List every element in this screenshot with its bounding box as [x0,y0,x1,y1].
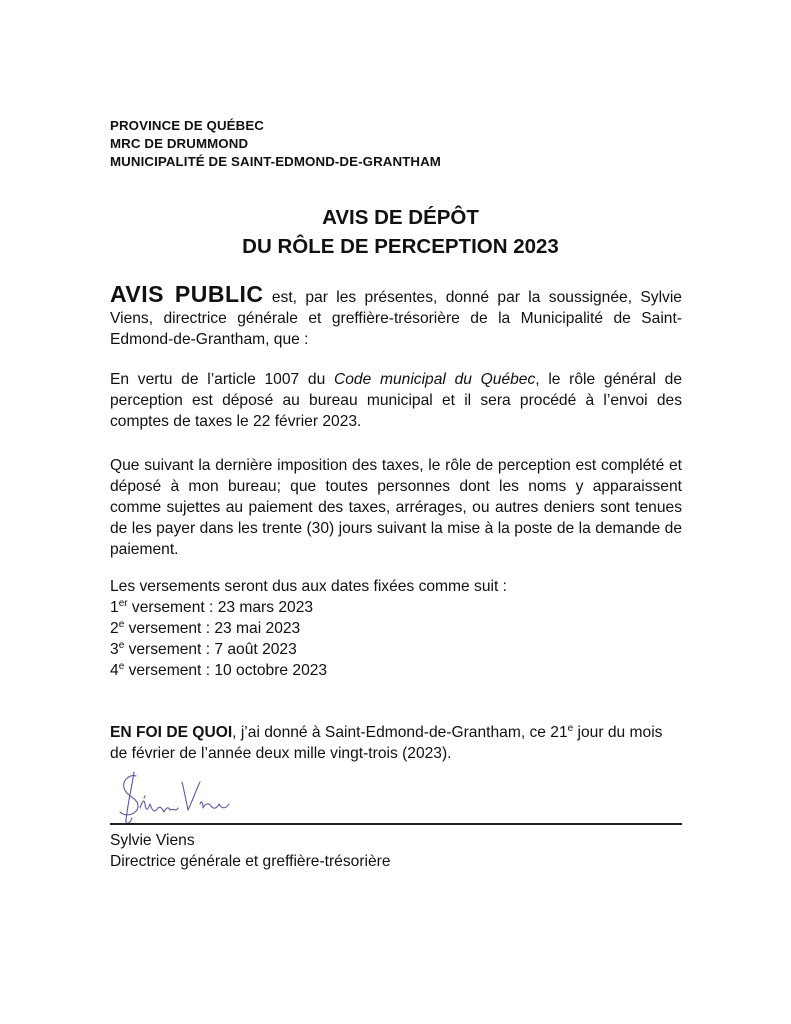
en-foi-de-quoi-label: EN FOI DE QUOI [110,724,233,741]
article-text-after: , le rôle général de perception est déposé au bureau municipal et il sera procédé à l’envoi des comptes de taxes le 22 février 2023. [110,371,682,430]
code-municipal-title: Code municipal du Québec [333,371,536,388]
payment-item: 3e versement : 7 août 2023 [110,640,297,658]
title-line-2: DU RÔLE DE PERCEPTION 2023 [242,235,559,258]
municipality-line: MUNICIPALITÉ DE SAINT-EDMOND-DE-GRANTHAM [110,154,441,169]
letterhead [110,117,441,171]
payment-schedule [110,576,682,681]
signature-block [110,830,391,872]
closing-paragraph: EN FOI DE QUOI, j’ai donné à Saint-Edmond-de-Grantham, ce 21e jour du mois de février de l’année deux mille vingt-trois (2023). [110,723,663,762]
title-line-1: AVIS DE DÉPÔT [322,206,479,229]
avis-public-label: AVIS PUBLIC [110,281,264,307]
intro-text: est, par les présentes, donné par la soussignée, Sylvie Viens, directrice générale et greffière-trésorière de la Municipalité de Saint-Edmond-de-Grantham, que : [110,289,682,348]
deposit-paragraph: Que suivant la dernière imposition des taxes, le rôle de perception est complété et déposé à mon bureau; que toutes personnes dont les noms y apparaissent comme sujettes au paiement des taxes, arrérages, ou autres deniers sont tenues de les payer dans les trente (30) jours suivant la mise à la poste de la demande de paiement. [110,457,682,558]
article-paragraph [110,369,682,432]
article-text-before: En vertu de l’article 1007 du [110,371,334,388]
payment-item: 2e versement : 23 mai 2023 [110,619,301,637]
province-line: PROVINCE DE QUÉBEC [110,118,264,133]
payment-item: 4e versement : 10 octobre 2023 [110,661,328,679]
payment-item: 1er versement : 23 mars 2023 [110,598,314,616]
signature-line [110,823,682,825]
handwritten-signature [108,768,238,828]
mrc-line: MRC DE DRUMMOND [110,136,249,151]
payment-intro: Les versements seront dus aux dates fixées comme suit : [110,578,507,595]
intro-paragraph [110,281,682,350]
notice-title [0,203,791,261]
signatory-name: Sylvie Viens [110,832,195,849]
signatory-role: Directrice générale et greffière-trésorière [110,853,391,870]
